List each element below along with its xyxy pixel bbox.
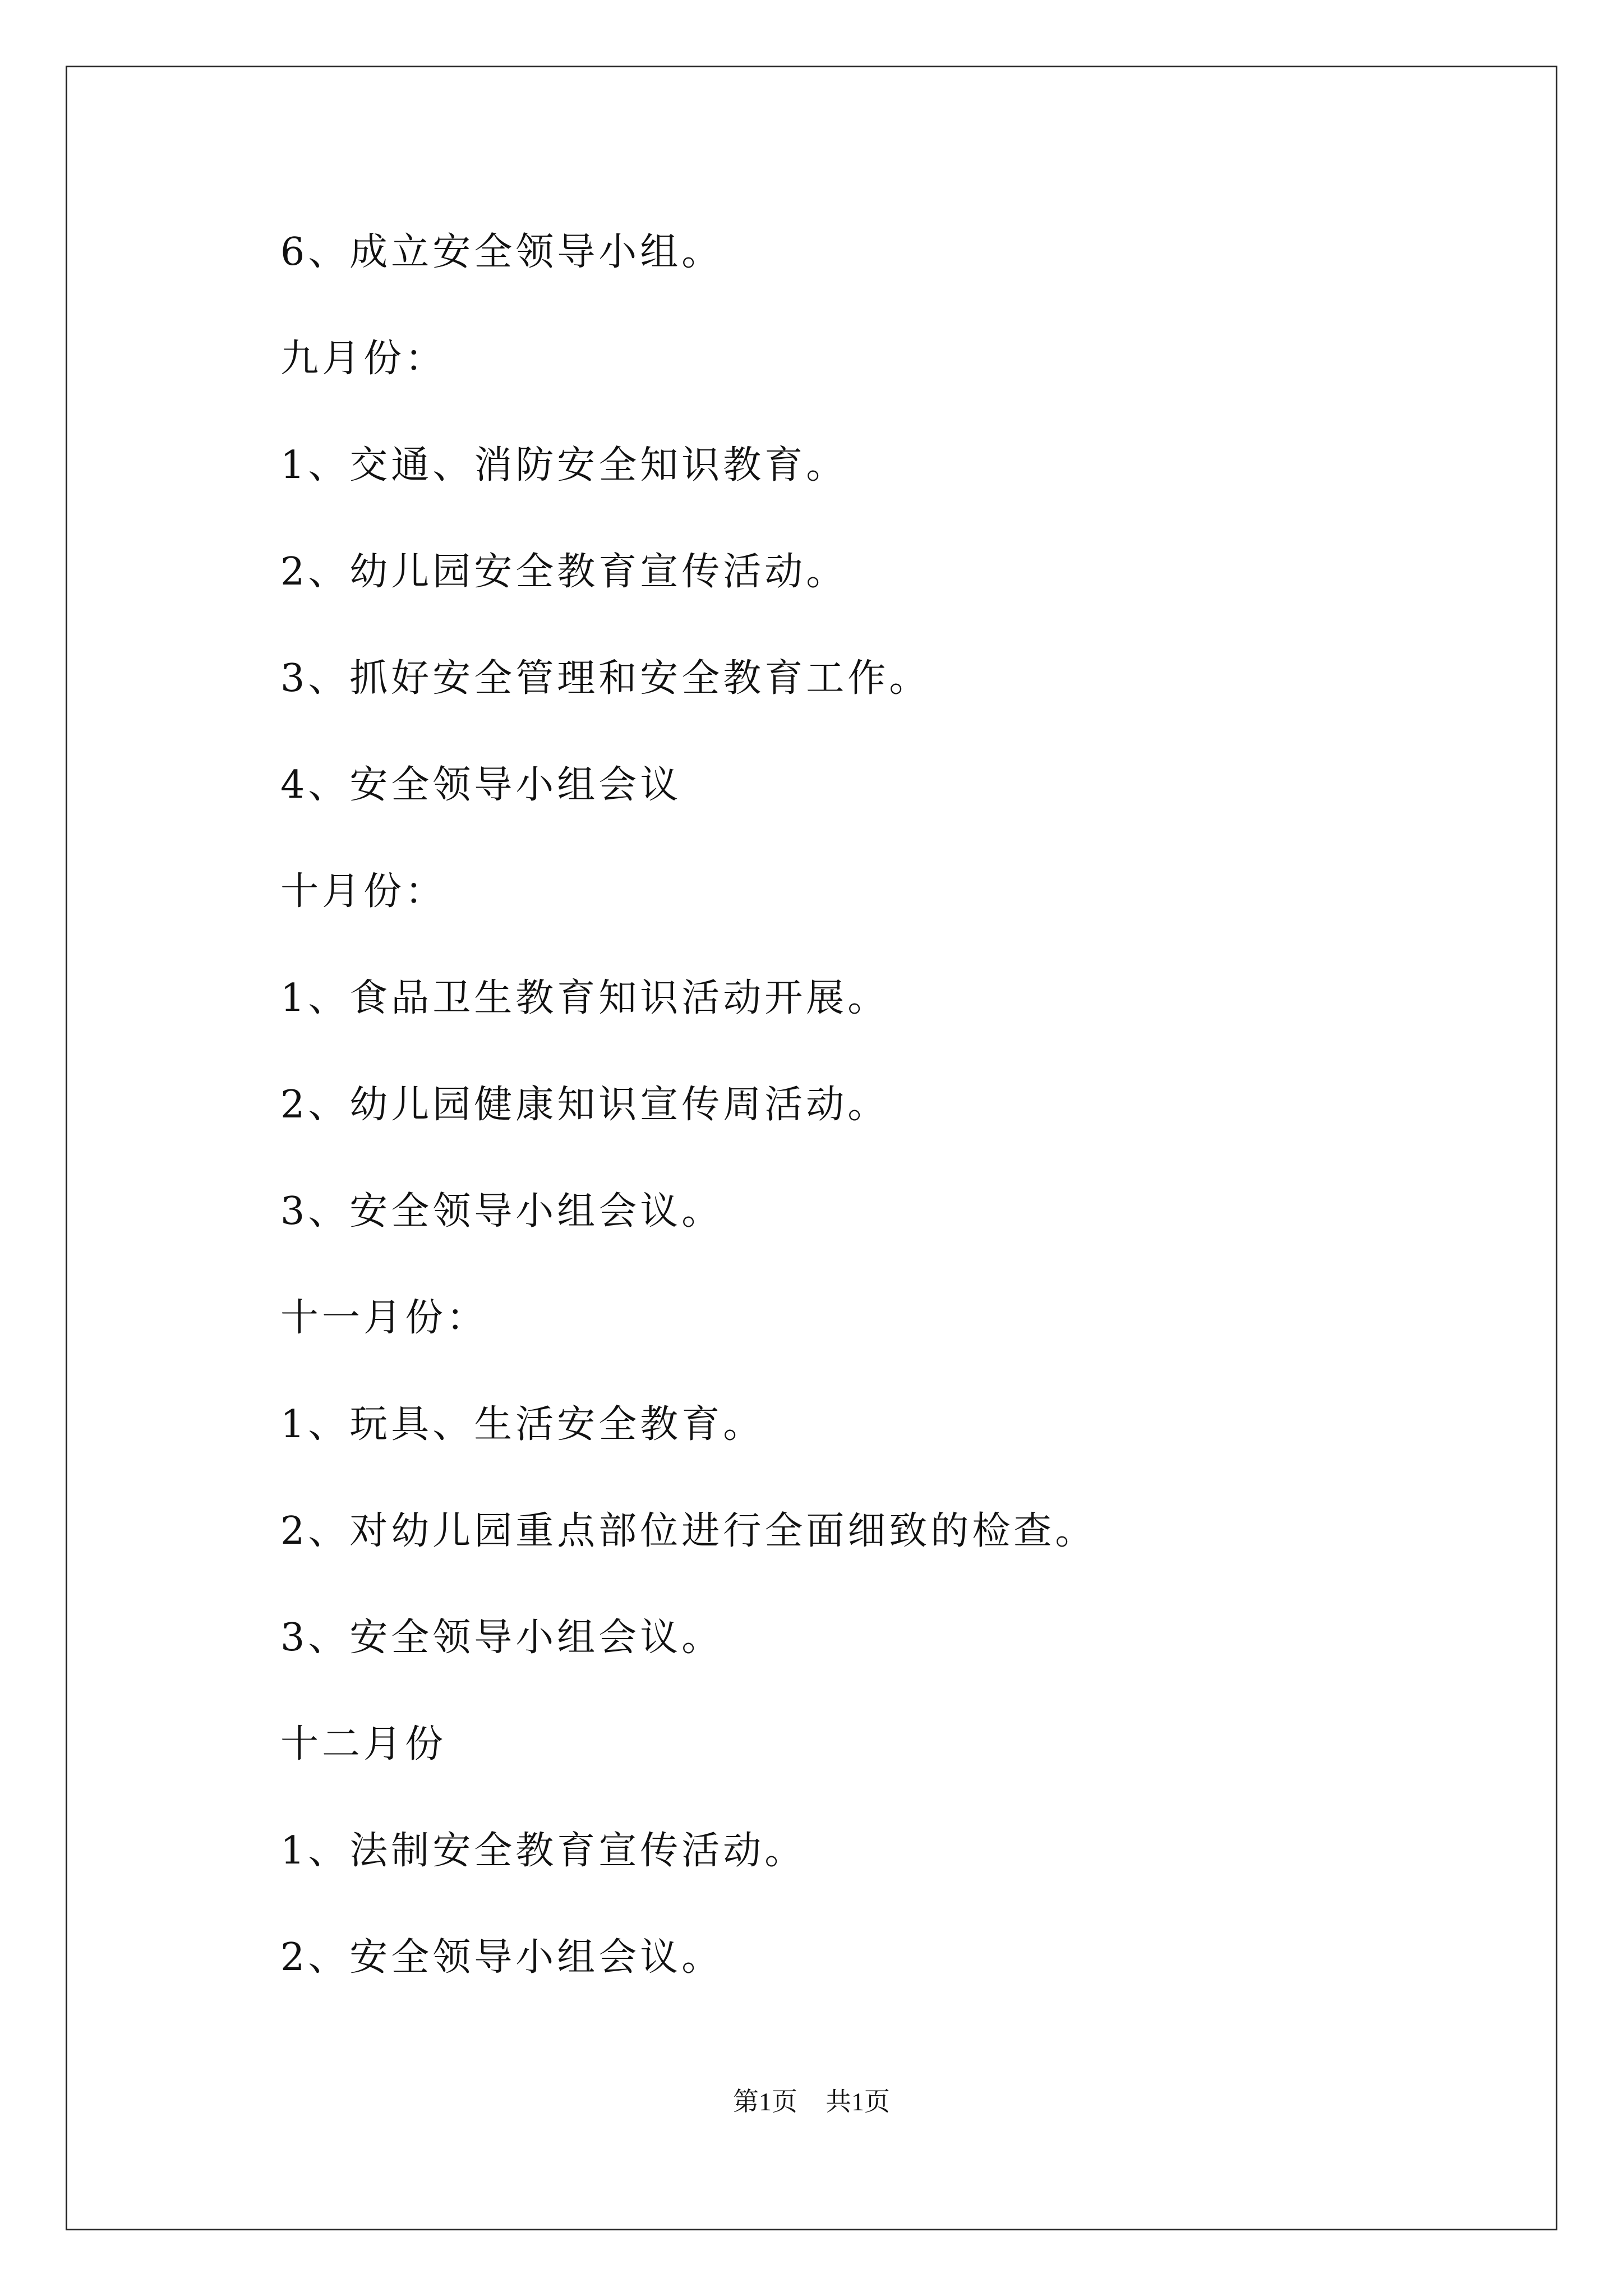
text-line-4: 3、抓好安全管理和安全教育工作。	[280, 656, 931, 701]
text-line-8: 3、安全领导小组会议。	[280, 1189, 723, 1234]
text-line-5: 4、安全领导小组会议	[280, 763, 682, 807]
page-number: 第1页	[733, 2087, 797, 2116]
section-heading-december: 十二月份	[280, 1722, 447, 1766]
section-heading-september: 九月份：	[280, 337, 447, 381]
document-body	[280, 224, 1458, 2036]
text-line-13: 2、安全领导小组会议。	[280, 1935, 723, 1980]
page-footer	[0, 2081, 1623, 2118]
text-line-6: 1、食品卫生教育知识活动开展。	[280, 976, 889, 1020]
text-line-10: 2、对幼儿园重点部位进行全面细致的检查。	[280, 1509, 1097, 1553]
section-heading-october: 十月份：	[280, 869, 447, 914]
text-line-12: 1、法制安全教育宣传活动。	[280, 1829, 806, 1873]
text-line-11: 3、安全领导小组会议。	[280, 1616, 723, 1660]
text-line-3: 2、幼儿园安全教育宣传活动。	[280, 550, 848, 594]
text-line-7: 2、幼儿园健康知识宣传周活动。	[280, 1083, 889, 1127]
text-line-2: 1、交通、消防安全知识教育。	[280, 443, 848, 487]
section-heading-november: 十一月份：	[280, 1296, 488, 1340]
text-line-1: 6、成立安全领导小组。	[280, 230, 723, 274]
page-total: 共1页	[826, 2087, 890, 2116]
text-line-9: 1、玩具、生活安全教育。	[280, 1402, 765, 1447]
